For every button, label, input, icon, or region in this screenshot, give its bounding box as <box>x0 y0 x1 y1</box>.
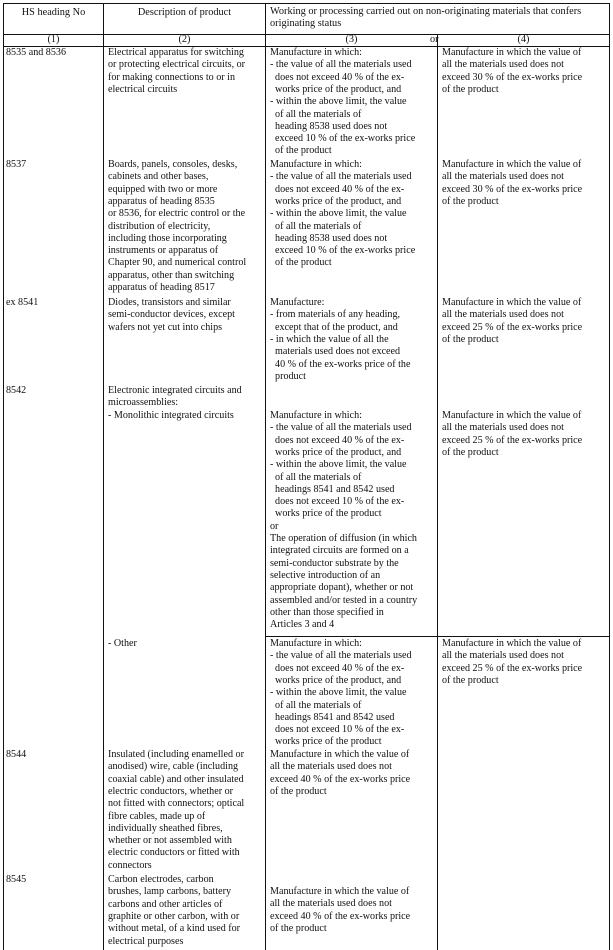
rule-line: all the materials used does not <box>442 171 564 183</box>
description-line: carbons and other articles of <box>108 898 223 910</box>
rule-line: Manufacture: <box>270 297 325 308</box>
row-heading-8535-8536: 8535 and 8536 <box>6 47 66 58</box>
rule-line: - the value of all the materials used <box>270 650 412 662</box>
rule-line: assembled and/or tested in a country <box>270 594 418 606</box>
header-working-line2: originating status <box>270 18 342 29</box>
rule-line: of all the materials of <box>270 699 362 711</box>
rule-line: does not exceed 40 % of the ex- <box>270 434 405 446</box>
rule-line: Manufacture in which: <box>270 159 362 170</box>
rule-line: materials used does not exceed <box>270 346 401 358</box>
description-line: fibre cables, made up of <box>108 810 206 822</box>
rule-line: of all the materials of <box>270 220 362 232</box>
description-line: graphite or other carbon, with or <box>108 910 240 922</box>
rule-line: works price of the product <box>270 736 382 748</box>
description-line: anodised) wire, cable (including <box>108 761 239 773</box>
rule-line: or <box>270 520 279 532</box>
description-line: coaxial cable) and other insulated <box>108 773 244 785</box>
row-heading-8545: 8545 <box>6 874 27 885</box>
description-line: electric conductors, whether or <box>108 785 233 797</box>
description-line: apparatus of heading 8517 <box>108 282 215 293</box>
rule-line: - within the above limit, the value <box>270 687 407 699</box>
rule-line: works price of the product, and <box>270 83 402 95</box>
description-line: instruments or apparatus of <box>108 245 219 257</box>
rule-line: does not exceed 10 % of the ex- <box>270 496 405 508</box>
rule-line: - within the above limit, the value <box>270 459 407 471</box>
rule-line: - from materials of any heading, <box>270 309 401 321</box>
subrow-description-other: - Other <box>108 638 137 649</box>
table-border-top <box>3 3 609 4</box>
rule-line: selective introduction of an <box>270 569 381 581</box>
rule-line: Articles 3 and 4 <box>270 619 335 631</box>
rule-line: exceed 25 % of the ex-works price <box>442 662 583 674</box>
rule-line: of the product <box>270 922 327 934</box>
rule-line: Manufacture in which the value of <box>442 159 582 170</box>
rule-line: Manufacture in which: <box>270 638 362 649</box>
column-divider-2-3 <box>265 3 266 950</box>
rule-line: - the value of all the materials used <box>270 422 412 434</box>
rule-line: exceed 10 % of the ex-works price <box>270 245 416 257</box>
rule-line: Manufacture in which: <box>270 47 362 58</box>
rule-line: of the product <box>442 195 499 207</box>
rule-line: - in which the value of all the <box>270 333 389 345</box>
rule-line: exceed 10 % of the ex-works price <box>270 133 416 145</box>
rule-line: headings 8541 and 8542 used <box>270 483 395 495</box>
header-column-number-3: (3) <box>345 34 358 45</box>
description-line: whether or not assembled with <box>108 835 232 847</box>
rule-line: does not exceed 40 % of the ex- <box>270 71 405 83</box>
table-border-left <box>3 3 4 950</box>
description-line: Insulated (including enamelled or <box>108 749 244 760</box>
description-line: apparatus, other than switching <box>108 269 235 281</box>
rule-line: does not exceed 40 % of the ex- <box>270 662 405 674</box>
rule-line: - within the above limit, the value <box>270 96 407 108</box>
description-line: without metal, of a kind used for <box>108 923 241 935</box>
rule-line: heading 8538 used does not <box>270 232 388 244</box>
rule-line: Manufacture in which the value of <box>442 638 582 649</box>
description-line: apparatus of heading 8535 <box>108 195 215 207</box>
rule-line: does not exceed 40 % of the ex- <box>270 183 405 195</box>
description-line: Electronic integrated circuits and <box>108 385 242 396</box>
row-heading-8537: 8537 <box>6 159 27 170</box>
description-line: cabinets and other bases, <box>108 171 209 183</box>
description-line: Electrical apparatus for switching <box>108 47 244 58</box>
description-line: Diodes, transistors and similar <box>108 297 231 308</box>
rule-line: works price of the product <box>270 508 382 520</box>
table-border-right <box>609 3 610 950</box>
description-line: distribution of electricity, <box>108 220 211 232</box>
rule-line: exceed 30 % of the ex-works price <box>442 71 583 83</box>
rule-line: all the materials used does not <box>442 309 564 321</box>
rule-line: appropriate dopant), whether or not <box>270 582 414 594</box>
description-line: Boards, panels, consoles, desks, <box>108 159 238 170</box>
column-divider-3-4 <box>437 34 438 950</box>
rule-line: exceed 30 % of the ex-works price <box>442 183 583 195</box>
description-line: brushes, lamp carbons, battery <box>108 886 232 898</box>
description-line: semi-conductor devices, except <box>108 309 235 321</box>
rule-line: all the materials used does not <box>442 59 564 71</box>
row-heading-8544: 8544 <box>6 749 27 760</box>
rule-line: Manufacture in which the value of <box>442 47 582 58</box>
rule-line: of the product <box>270 257 332 269</box>
description-line: Chapter 90, and numerical control <box>108 257 247 269</box>
rule-line: integrated circuits are formed on a <box>270 545 409 557</box>
rule-line: of the product <box>442 674 499 686</box>
rule-line: - within the above limit, the value <box>270 208 407 220</box>
rule-line: Manufacture in which the value of <box>270 886 410 897</box>
rule-line: heading 8538 used does not <box>270 120 388 132</box>
rule-line: product <box>270 370 306 382</box>
description-line: for making connections to or in <box>108 71 235 83</box>
rule-line: exceed 40 % of the ex-works price <box>270 773 411 785</box>
description-line: individually sheathed fibres, <box>108 822 223 834</box>
header-column-number-1: (1) <box>47 34 60 45</box>
rule-line: of the product <box>442 446 499 458</box>
description-line: not fitted with connectors; optical <box>108 798 245 810</box>
header-column-number-4: (4) <box>517 34 530 45</box>
rule-line: of the product <box>442 333 499 345</box>
description-line: connectors <box>108 859 152 871</box>
rule-line: of all the materials of <box>270 471 362 483</box>
rule-line: - the value of all the materials used <box>270 171 412 183</box>
description-line: equipped with two or more <box>108 183 218 195</box>
rule-line: other than those specified in <box>270 606 384 618</box>
rule-line: Manufacture in which the value of <box>270 749 410 760</box>
rule-line: headings 8541 and 8542 used <box>270 711 395 723</box>
rule-line: - the value of all the materials used <box>270 59 412 71</box>
column-divider-1-2 <box>103 3 104 950</box>
header-or: or <box>430 34 439 45</box>
header-description: Description of product <box>137 7 232 18</box>
rule-line: semi-conductor substrate by the <box>270 557 399 569</box>
subrow-divider <box>265 636 609 637</box>
rule-line: of the product <box>442 83 499 95</box>
rule-line: works price of the product, and <box>270 195 402 207</box>
description-line: or protecting electrical circuits, or <box>108 59 246 71</box>
header-column-number-2: (2) <box>178 34 191 45</box>
rule-line: all the materials used does not <box>442 650 564 662</box>
rule-line: exceed 40 % of the ex-works price <box>270 910 411 922</box>
header-hs-heading: HS heading No <box>21 7 86 18</box>
row-heading-ex-8541: ex 8541 <box>6 297 39 308</box>
description-line: microassemblies: <box>108 397 179 409</box>
description-line: Carbon electrodes, carbon <box>108 874 214 885</box>
rule-line: exceed 25 % of the ex-works price <box>442 321 583 333</box>
subrow-description-monolithic: - Monolithic integrated circuits <box>108 410 234 421</box>
description-line: electrical purposes <box>108 935 184 947</box>
description-line: including those incorporating <box>108 232 227 244</box>
description-line: electric conductors or fitted with <box>108 847 240 859</box>
rule-line: Manufacture in which the value of <box>442 297 582 308</box>
rule-line: Manufacture in which: <box>270 410 362 421</box>
rule-line: 40 % of the ex-works price of the <box>270 358 411 370</box>
rule-line: except that of the product, and <box>270 321 398 333</box>
rule-line: of all the materials of <box>270 108 362 120</box>
rule-line: all the materials used does not <box>270 761 392 773</box>
rule-line: does not exceed 10 % of the ex- <box>270 724 405 736</box>
row-heading-8542: 8542 <box>6 385 27 396</box>
rule-line: of the product <box>270 785 327 797</box>
description-line: or 8536, for electric control or the <box>108 208 246 220</box>
rule-line: all the materials used does not <box>442 422 564 434</box>
header-working-line1: Working or processing carried out on non-originating materials that confers <box>270 6 582 17</box>
rule-line: Manufacture in which the value of <box>442 410 582 421</box>
rule-line: works price of the product, and <box>270 446 402 458</box>
rule-line: exceed 25 % of the ex-works price <box>442 434 583 446</box>
rule-line: all the materials used does not <box>270 898 392 910</box>
description-line: wafers not yet cut into chips <box>108 321 223 333</box>
rule-line: works price of the product, and <box>270 674 402 686</box>
description-line: electrical circuits <box>108 83 178 95</box>
rule-line: of the product <box>270 145 332 157</box>
rule-line: The operation of diffusion (in which <box>270 533 417 544</box>
